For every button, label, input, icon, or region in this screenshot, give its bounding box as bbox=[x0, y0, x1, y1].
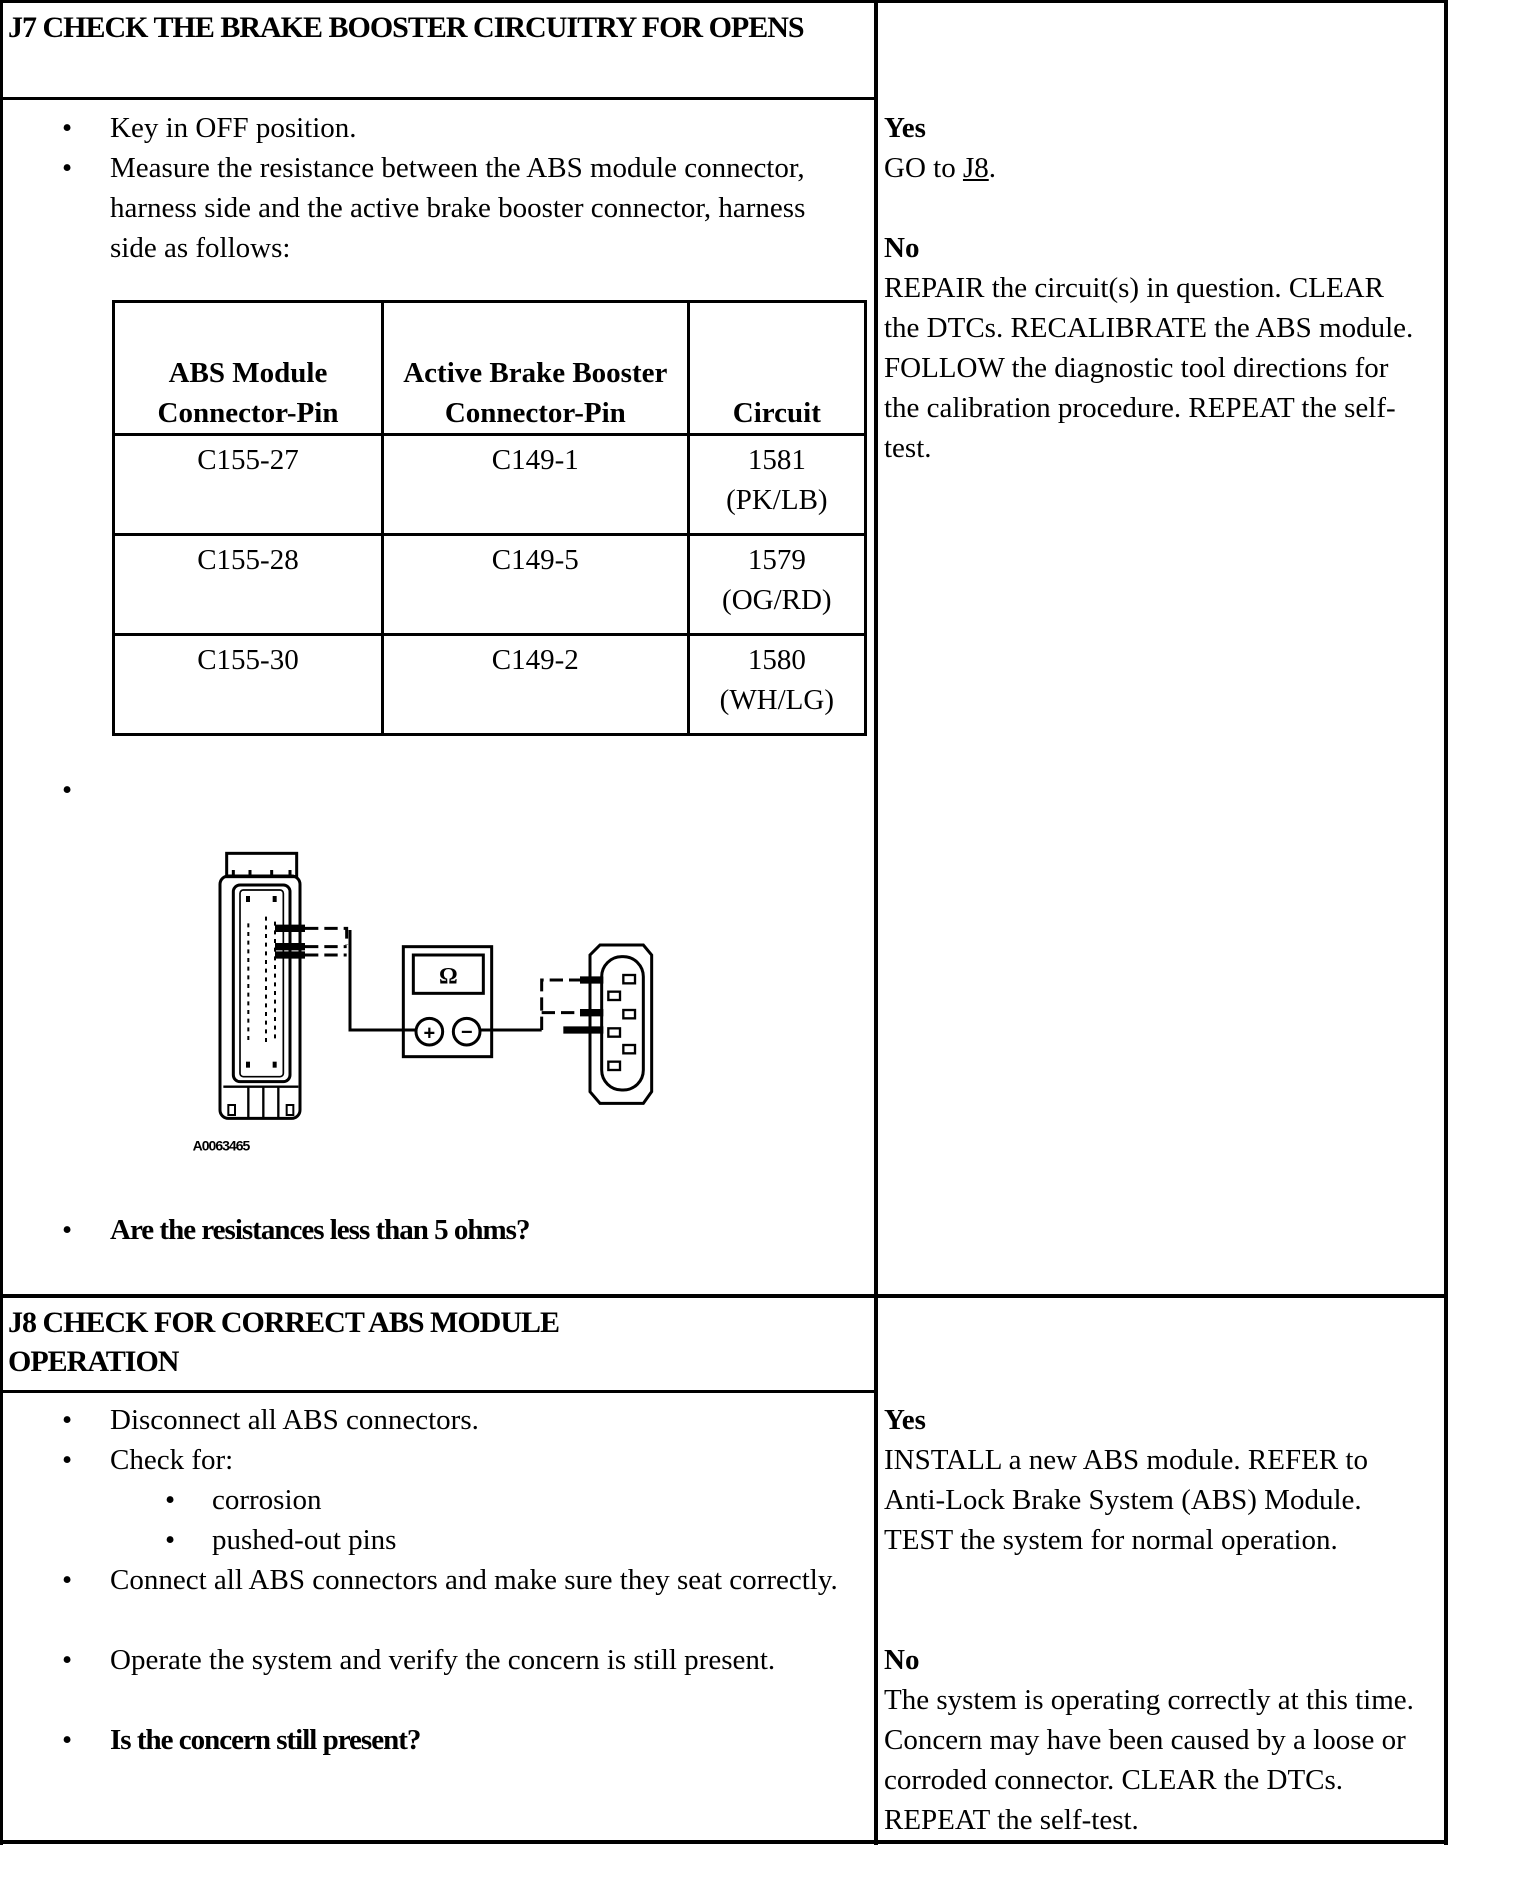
column-divider bbox=[874, 0, 878, 1845]
j8-no-action: The system is operating correctly at this time. Concern may have been caused by a loose or corroded connector. CLEAR the DTCs. REPEAT the self-test. bbox=[884, 1684, 1414, 1836]
bullet: • bbox=[165, 1484, 176, 1516]
bullet: • bbox=[165, 1524, 176, 1556]
cell: 1581 (PK/LB) bbox=[688, 435, 865, 535]
j7-question: Are the resistances less than 5 ohms? bbox=[110, 1214, 530, 1246]
cell: C149-1 bbox=[382, 435, 688, 535]
cell: 1580 (WH/LG) bbox=[688, 635, 865, 735]
j7-title: J7 CHECK THE BRAKE BOOSTER CIRCUITRY FOR OPENS bbox=[8, 11, 804, 44]
j8-substep-1: corrosion bbox=[212, 1484, 322, 1516]
cell: 1579 (OG/RD) bbox=[688, 535, 865, 635]
j7-step-2: Measure the resistance between the ABS module connector, harness side and the active brake booster connector, harness side as follows: bbox=[110, 152, 806, 264]
minus-terminal: − bbox=[460, 1021, 473, 1044]
pin-array bbox=[248, 917, 275, 1044]
col-header-booster-pin: Active Brake Booster Connector-Pin bbox=[382, 302, 688, 435]
j7-no-action: REPAIR the circuit(s) in question. CLEAR the DTCs. RECALIBRATE the ABS module. FOLLOW the diagnostic tool directions for the calibration procedure. REPEAT the self-test. bbox=[884, 272, 1414, 464]
j7-yes-action bbox=[884, 148, 1444, 188]
j7-no-label: No bbox=[884, 232, 920, 264]
goto-j8-link[interactable]: J8 bbox=[962, 152, 989, 184]
yes-text: GO to bbox=[884, 152, 963, 184]
bullet: • bbox=[62, 1724, 73, 1756]
table-border-top bbox=[0, 0, 1447, 3]
j7-header-underline bbox=[0, 97, 874, 100]
bullet: • bbox=[62, 774, 73, 806]
figure-label: A0063465 bbox=[192, 1137, 250, 1154]
row-divider bbox=[0, 1294, 1447, 1298]
yes-text-end: . bbox=[988, 152, 996, 184]
j7-step-1: Key in OFF position. bbox=[110, 112, 357, 144]
j8-step-2: Check for: bbox=[110, 1444, 234, 1476]
wiring-diagram bbox=[180, 820, 680, 1170]
j8-step-1: Disconnect all ABS connectors. bbox=[110, 1404, 479, 1436]
bullet: • bbox=[62, 1644, 73, 1676]
j8-step-3: Connect all ABS connectors and make sure they seat correctly. bbox=[110, 1564, 838, 1596]
cell: C155-28 bbox=[114, 535, 383, 635]
bullet: • bbox=[62, 1564, 73, 1596]
table-row bbox=[114, 635, 866, 735]
brake-booster-connector-icon bbox=[590, 945, 652, 1103]
j8-no-label: No bbox=[884, 1644, 920, 1676]
bullet: • bbox=[62, 112, 73, 144]
j8-title: J8 CHECK FOR CORRECT ABS MODULE OPERATION bbox=[8, 1306, 560, 1378]
bullet: • bbox=[62, 1214, 73, 1246]
col-header-circuit: Circuit bbox=[688, 302, 865, 435]
cell: C149-2 bbox=[382, 635, 688, 735]
cell: C155-27 bbox=[114, 435, 383, 535]
table-border-left bbox=[0, 0, 3, 1845]
table-row bbox=[114, 535, 866, 635]
table-border-bottom bbox=[0, 1840, 1447, 1844]
col-header-abs-pin: ABS Module Connector-Pin bbox=[114, 302, 383, 435]
cell: C149-5 bbox=[382, 535, 688, 635]
plus-terminal: + bbox=[423, 1022, 436, 1045]
bullet: • bbox=[62, 1404, 73, 1436]
j8-question: Is the concern still present? bbox=[110, 1724, 421, 1756]
j8-yes-action: INSTALL a new ABS module. REFER to Anti-Lock Brake System (ABS) Module. TEST the system for normal operation. bbox=[884, 1444, 1368, 1556]
j8-step-4: Operate the system and verify the concern is still present. bbox=[110, 1644, 776, 1676]
pin-table bbox=[112, 300, 867, 736]
j8-yes-label: Yes bbox=[884, 1404, 926, 1436]
bullet: • bbox=[62, 152, 73, 184]
j8-header-underline bbox=[0, 1390, 874, 1393]
ohm-symbol: Ω bbox=[438, 963, 458, 990]
table-border-right bbox=[1444, 0, 1448, 1845]
cell: C155-30 bbox=[114, 635, 383, 735]
table-row bbox=[114, 435, 866, 535]
j7-yes-label: Yes bbox=[884, 112, 926, 144]
j8-substep-2: pushed-out pins bbox=[212, 1524, 397, 1556]
bullet: • bbox=[62, 1444, 73, 1476]
abs-module-connector-icon bbox=[220, 853, 300, 1118]
